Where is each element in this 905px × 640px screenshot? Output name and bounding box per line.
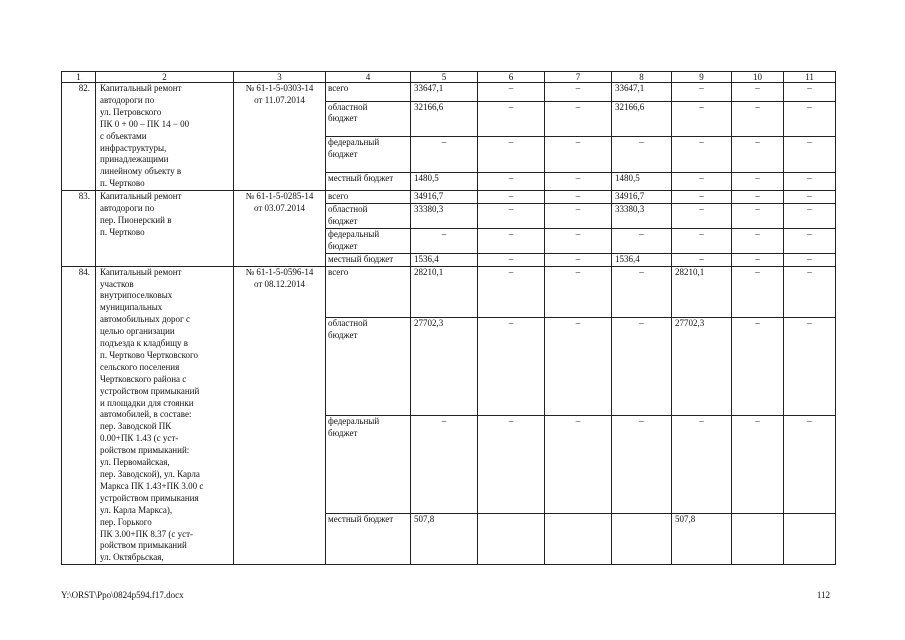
- text-line: Чертковского района с: [100, 373, 187, 384]
- value-cell: [784, 137, 836, 173]
- value-cell: [672, 415, 732, 513]
- value-text: –: [755, 191, 760, 202]
- text-line: и площадки для стоянки: [100, 397, 194, 408]
- text-line: федеральный: [328, 137, 380, 148]
- value-cell: [411, 204, 478, 229]
- value-text: –: [575, 101, 581, 112]
- value-text: –: [755, 266, 760, 277]
- text-line: бюджет: [328, 329, 358, 340]
- value-text: –: [699, 415, 704, 426]
- value-cell: [784, 101, 836, 137]
- funding-source-cell: [326, 514, 411, 565]
- text-line: ул. Первомайская,: [100, 457, 170, 468]
- funding-source-cell: [326, 415, 411, 513]
- value-cell: [478, 253, 545, 266]
- value-text: –: [508, 253, 514, 264]
- value-cell: [672, 172, 732, 191]
- text-line: автомобильных дорог с: [100, 314, 190, 325]
- value-text: –: [807, 317, 812, 328]
- text-line: автодороги по: [100, 94, 155, 105]
- text-line: п. Чертково: [100, 178, 145, 189]
- value-text: 33647,1: [414, 83, 444, 93]
- text-line: от 11.07.2014: [254, 94, 305, 105]
- value-text: –: [508, 266, 514, 277]
- value-text: –: [807, 228, 812, 239]
- value-text: –: [508, 137, 514, 148]
- text-line: ул. Петровского: [100, 106, 162, 117]
- text-line: сельского поселения: [100, 361, 180, 372]
- text-line: автодороги по: [100, 203, 155, 214]
- value-text: 28210,1: [414, 266, 444, 277]
- value-text: 33647,1: [615, 83, 645, 93]
- value-cell: [732, 137, 784, 173]
- value-text: –: [575, 317, 581, 328]
- table-body: [62, 72, 836, 565]
- value-cell: [545, 204, 612, 229]
- value-cell: [411, 83, 478, 102]
- value-text: 28210,1: [675, 266, 705, 277]
- text-line: Капитальный ремонт: [100, 191, 182, 202]
- value-cell: [784, 415, 836, 513]
- text-line: пер. Заводской), ул. Карла: [100, 469, 200, 479]
- text-line: бюджет: [328, 240, 358, 251]
- value-text: –: [575, 83, 581, 93]
- value-cell: [411, 137, 478, 173]
- value-cell: [411, 266, 478, 317]
- value-text: –: [508, 415, 514, 426]
- value-text: –: [441, 228, 447, 239]
- value-cell: [732, 415, 784, 513]
- text-line: от 08.12.2014: [253, 278, 306, 289]
- funding-source-cell: [326, 253, 411, 266]
- value-cell: [732, 191, 784, 204]
- value-text: –: [755, 204, 760, 215]
- value-cell: [672, 317, 732, 415]
- value-text: 507,8: [414, 514, 435, 525]
- table-row: [62, 191, 836, 204]
- value-cell: [545, 191, 612, 204]
- value-cell: [411, 514, 478, 565]
- value-cell: [478, 204, 545, 229]
- table-row: [62, 83, 836, 102]
- value-cell: [672, 228, 732, 253]
- value-cell: [732, 172, 784, 191]
- text-line: ул. Октябрьская,: [100, 552, 164, 563]
- text-line: устройством примыкания: [100, 492, 199, 503]
- value-cell: [612, 228, 672, 253]
- value-cell: [732, 514, 784, 565]
- value-text: –: [807, 266, 812, 277]
- value-cell: [612, 514, 672, 565]
- text-line: № 61-1-5-0303-14: [245, 83, 314, 93]
- value-cell: [411, 415, 478, 513]
- text-line: линейному объекту в: [100, 166, 182, 177]
- value-text: 1536,4: [615, 253, 640, 264]
- object-name-cell: [96, 83, 234, 191]
- value-cell: [612, 253, 672, 266]
- row-number-cell: [62, 191, 96, 266]
- header-cell: 4: [326, 72, 411, 83]
- value-text: –: [755, 228, 760, 239]
- value-cell: [545, 266, 612, 317]
- funding-source-cell: [326, 204, 411, 229]
- value-cell: [545, 101, 612, 137]
- value-cell: [612, 137, 672, 173]
- value-cell: [545, 514, 612, 565]
- text-line: местный бюджет: [328, 514, 394, 525]
- value-cell: [545, 415, 612, 513]
- value-text: 1480,5: [414, 172, 439, 183]
- value-cell: [478, 415, 545, 513]
- value-text: –: [807, 415, 812, 426]
- text-line: всего: [328, 83, 349, 93]
- value-cell: [612, 83, 672, 102]
- value-cell: [732, 253, 784, 266]
- value-text: –: [807, 204, 812, 215]
- text-line: 0.00+ПК 1.43 (с уст-: [100, 433, 179, 444]
- value-cell: [478, 191, 545, 204]
- value-text: –: [441, 137, 447, 148]
- value-text: –: [755, 101, 760, 112]
- value-text: 33380,3: [414, 204, 444, 215]
- value-cell: [784, 228, 836, 253]
- value-text: –: [639, 137, 644, 148]
- text-line: устройством примыканий: [100, 385, 200, 396]
- value-cell: [672, 191, 732, 204]
- value-text: –: [508, 228, 514, 239]
- text-line: Капитальный ремонт: [100, 83, 182, 93]
- header-cell: 5: [411, 72, 478, 83]
- value-text: –: [807, 172, 812, 183]
- value-text: –: [807, 191, 812, 202]
- value-cell: [411, 191, 478, 204]
- text-line: бюджет: [328, 113, 358, 124]
- object-name-cell: [96, 191, 234, 266]
- header-cell: 11: [784, 72, 836, 83]
- value-text: –: [575, 191, 581, 202]
- budget-table: [61, 71, 836, 565]
- text-line: бюджет: [328, 427, 358, 438]
- value-text: –: [575, 415, 581, 426]
- value-text: –: [807, 101, 812, 112]
- text-line: всего: [328, 266, 349, 277]
- text-line: автомобилей, в составе:: [100, 409, 192, 420]
- value-text: –: [699, 191, 704, 202]
- funding-source-cell: [326, 266, 411, 317]
- text-line: областной: [328, 204, 368, 215]
- value-cell: [784, 204, 836, 229]
- header-cell: 6: [478, 72, 545, 83]
- value-cell: [545, 137, 612, 173]
- value-cell: [784, 266, 836, 317]
- value-cell: [612, 266, 672, 317]
- text-line: ул. Карла Маркса),: [100, 504, 173, 515]
- value-text: –: [807, 137, 812, 148]
- value-cell: [411, 253, 478, 266]
- header-cell: 8: [612, 72, 672, 83]
- value-cell: [478, 266, 545, 317]
- value-text: –: [508, 317, 514, 328]
- text-line: № 61-1-5-0285-14: [245, 191, 314, 202]
- value-text: –: [508, 191, 514, 202]
- header-cell: 1: [62, 72, 96, 83]
- value-cell: [672, 266, 732, 317]
- value-text: –: [575, 137, 581, 148]
- value-cell: [411, 228, 478, 253]
- funding-source-cell: [326, 228, 411, 253]
- value-text: 27702,3: [675, 317, 705, 328]
- value-text: –: [699, 228, 704, 239]
- value-text: –: [755, 415, 760, 426]
- object-name-cell: [96, 266, 234, 565]
- header-row: [62, 72, 836, 83]
- header-cell: 7: [545, 72, 612, 83]
- text-line: федеральный: [328, 415, 380, 426]
- value-cell: [411, 172, 478, 191]
- text-line: муниципальных: [100, 302, 163, 313]
- value-text: –: [699, 137, 704, 148]
- value-cell: [478, 83, 545, 102]
- text-line: ройством примыканий:: [100, 445, 190, 456]
- value-cell: [411, 317, 478, 415]
- value-cell: [732, 204, 784, 229]
- value-text: –: [639, 415, 644, 426]
- value-cell: [478, 228, 545, 253]
- value-cell: [478, 317, 545, 415]
- text-line: № 61-1-5-0596-14: [245, 266, 314, 277]
- text-line: участков: [100, 278, 134, 289]
- value-cell: [411, 101, 478, 137]
- text-line: п. Чертково: [100, 226, 145, 237]
- table-row: [62, 266, 836, 317]
- value-text: –: [699, 253, 704, 264]
- value-text: 32166,6: [414, 101, 444, 112]
- value-cell: [732, 266, 784, 317]
- value-cell: [612, 101, 672, 137]
- value-text: –: [575, 204, 581, 215]
- value-text: 27702,3: [414, 317, 444, 328]
- funding-source-cell: [326, 101, 411, 137]
- value-cell: [784, 191, 836, 204]
- row-number: 82.: [78, 83, 90, 93]
- value-text: –: [508, 204, 514, 215]
- value-cell: [545, 253, 612, 266]
- value-cell: [732, 228, 784, 253]
- text-line: ПК 0 + 00 – ПК 14 − 00: [100, 118, 190, 129]
- text-line: ПК 3.00+ПК 8.37 (с уст-: [100, 528, 193, 539]
- header-cell: 9: [672, 72, 732, 83]
- page-number: 112: [816, 590, 830, 600]
- value-text: –: [508, 101, 514, 112]
- value-cell: [545, 317, 612, 415]
- value-cell: [672, 253, 732, 266]
- value-text: –: [575, 253, 581, 264]
- value-cell: [732, 101, 784, 137]
- text-line: Капитальный ремонт: [100, 266, 182, 277]
- value-cell: [732, 83, 784, 102]
- value-cell: [478, 172, 545, 191]
- value-cell: [784, 253, 836, 266]
- value-text: –: [755, 317, 760, 328]
- file-path: Y:\ORST\Ppo\0824p594.f17.docx: [61, 590, 184, 600]
- value-text: –: [755, 253, 760, 264]
- value-cell: [732, 317, 784, 415]
- funding-source-cell: [326, 317, 411, 415]
- document-cell: [234, 191, 326, 266]
- text-line: ройством примыканий: [100, 540, 187, 551]
- text-line: подъезда к кладбищу в: [100, 338, 188, 349]
- value-cell: [612, 415, 672, 513]
- text-line: федеральный: [328, 228, 380, 239]
- text-line: местный бюджет: [328, 172, 394, 183]
- funding-source-cell: [326, 172, 411, 191]
- text-line: бюджет: [328, 148, 358, 159]
- value-cell: [672, 204, 732, 229]
- row-number: 84.: [78, 266, 90, 277]
- header-cell: 10: [732, 72, 784, 83]
- value-text: –: [575, 172, 581, 183]
- row-number: 83.: [78, 191, 90, 202]
- text-line: местный бюджет: [328, 253, 394, 264]
- text-line: всего: [328, 191, 349, 202]
- funding-source-cell: [326, 137, 411, 173]
- value-cell: [478, 101, 545, 137]
- value-text: 1536,4: [414, 253, 439, 264]
- value-text: 32166,6: [615, 101, 645, 112]
- value-text: –: [508, 83, 514, 93]
- header-cell: 2: [96, 72, 234, 83]
- value-text: –: [639, 266, 644, 277]
- value-text: –: [755, 83, 760, 93]
- text-line: Маркса ПК 1.43+ПК 3.00 с: [100, 480, 204, 491]
- text-line: инфраструктуры,: [100, 142, 167, 153]
- value-text: –: [755, 172, 760, 183]
- value-text: –: [699, 83, 704, 93]
- text-line: от 03.07.2014: [253, 203, 306, 214]
- text-line: п. Чертково Чертковского: [100, 349, 198, 360]
- value-text: –: [508, 172, 514, 183]
- value-text: –: [575, 228, 581, 239]
- text-line: областной: [328, 317, 368, 328]
- value-cell: [672, 514, 732, 565]
- text-line: внутрипоселковых: [100, 290, 173, 301]
- value-cell: [478, 514, 545, 565]
- text-line: пер. Заводской ПК: [100, 421, 172, 432]
- value-cell: [612, 191, 672, 204]
- value-text: –: [441, 415, 447, 426]
- value-cell: [612, 204, 672, 229]
- header-cell: 3: [234, 72, 326, 83]
- document-cell: [234, 266, 326, 565]
- value-cell: [672, 101, 732, 137]
- value-cell: [784, 172, 836, 191]
- text-line: бюджет: [328, 215, 358, 226]
- value-text: –: [699, 204, 704, 215]
- value-text: 34916,7: [414, 191, 444, 202]
- row-number-cell: [62, 266, 96, 565]
- value-text: 507,8: [675, 514, 696, 525]
- value-text: –: [575, 266, 581, 277]
- document-cell: [234, 83, 326, 191]
- text-line: пер. Горького: [100, 516, 152, 527]
- value-text: 34916,7: [615, 191, 645, 202]
- text-line: областной: [328, 101, 368, 112]
- value-text: –: [699, 172, 704, 183]
- value-text: –: [639, 228, 644, 239]
- text-line: принадлежащими: [100, 154, 169, 165]
- value-text: –: [699, 101, 704, 112]
- value-cell: [545, 228, 612, 253]
- funding-source-cell: [326, 191, 411, 204]
- value-cell: [545, 172, 612, 191]
- value-cell: [784, 317, 836, 415]
- value-text: –: [639, 317, 644, 328]
- text-line: с объектами: [100, 130, 147, 141]
- value-text: 33380,3: [615, 204, 645, 215]
- value-text: –: [807, 253, 812, 264]
- value-cell: [478, 137, 545, 173]
- funding-source-cell: [326, 83, 411, 102]
- value-cell: [612, 317, 672, 415]
- row-number-cell: [62, 83, 96, 191]
- text-line: целью организации: [100, 326, 175, 337]
- value-text: –: [755, 137, 760, 148]
- value-cell: [545, 83, 612, 102]
- value-cell: [784, 83, 836, 102]
- text-line: пер. Пионерский в: [100, 214, 172, 225]
- value-text: –: [807, 83, 812, 93]
- value-text: 1480,5: [615, 172, 640, 183]
- value-cell: [612, 172, 672, 191]
- value-cell: [672, 83, 732, 102]
- value-cell: [784, 514, 836, 565]
- value-cell: [672, 137, 732, 173]
